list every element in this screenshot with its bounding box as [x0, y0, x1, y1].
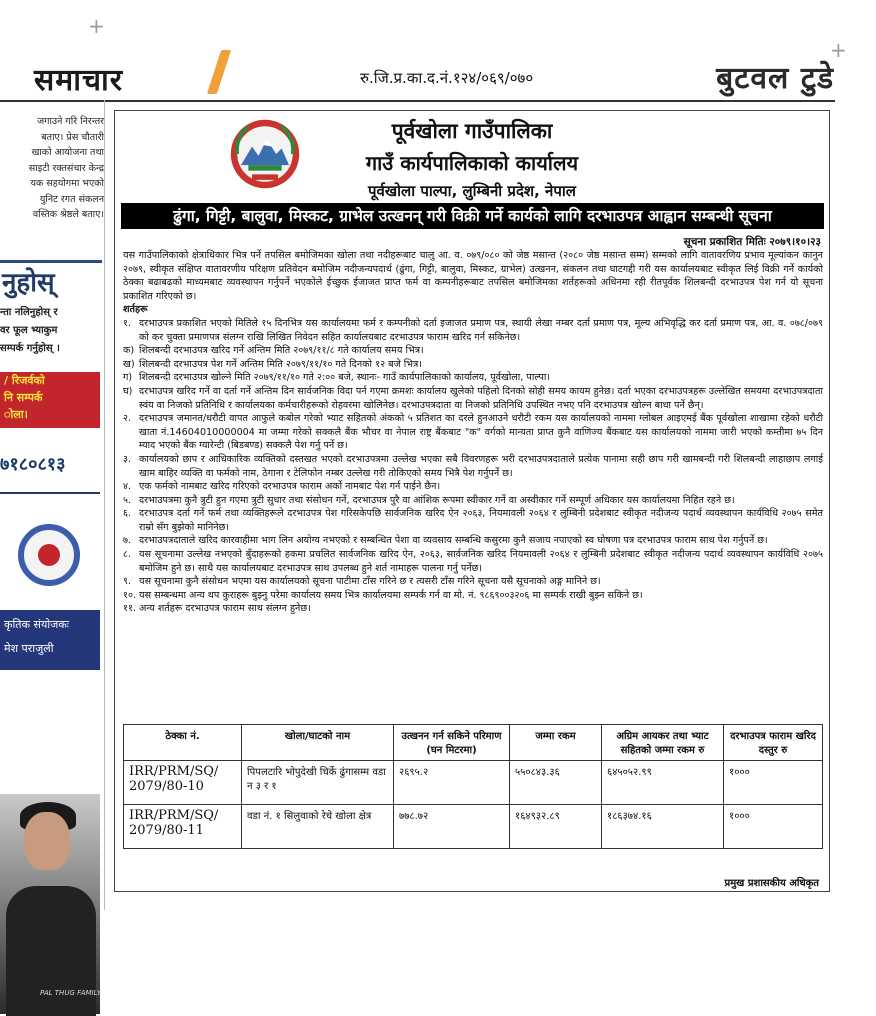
left-article-text — [0, 114, 104, 223]
term-number: ११. — [123, 603, 137, 615]
river-name: वडा नं. १ सिलुवाको रेचे खोला क्षेत्र — [242, 805, 394, 849]
article-line: युनिट रगत संकलन — [39, 193, 104, 205]
term-text: अन्य शर्तहरू दरभाउपत्र फाराम साथ संलग्न हुनेछ। — [139, 603, 311, 615]
column-header: दरभाउपत्र फाराम खरिद दस्तुर रु — [724, 725, 823, 761]
term-item — [123, 385, 823, 412]
ad-line: न्ता नलिनुहोस् र — [0, 307, 58, 318]
term-item — [123, 453, 823, 480]
ad-credit-line: कृतिक संयोजकः — [4, 618, 70, 631]
ad-highlight-box — [0, 372, 100, 428]
total-amount: ५५०८४३.३६ — [510, 761, 602, 805]
crop-mark: + — [88, 14, 105, 38]
quantity: ७७८.७२ — [394, 805, 510, 849]
publish-date: सूचना प्रकाशित मितिः २०७९।१०।२३ — [683, 236, 821, 248]
total-amount: १६४९३२.८९ — [510, 805, 602, 849]
term-text: दरभाउपत्रदाताले खरिद कारवाहीमा भाग लिन अयोग्य नभएको र सम्बन्धित पेशा वा व्यवसाय सम्बन्धि कसुरमा कुनै सजाय नपाएको स्व घोषणा पत्र दरभाउपत्र फाराम साथ पेश गर्नुपर्ने छ। — [139, 535, 768, 547]
term-number: घ) — [123, 385, 133, 397]
table-header-row — [124, 725, 823, 761]
section-title: समाचार — [34, 63, 124, 98]
ad-credit-line: मेश पराजुली — [4, 642, 54, 655]
term-number: ख) — [123, 358, 135, 370]
left-column — [0, 104, 104, 997]
term-text: शिलबन्दी दरभाउपत्र पेश गर्ने अन्तिम मिति २०७९/११/१० गते दिनको १२ बजे भित्र। — [139, 358, 422, 370]
article-line: वस्तिक श्रेष्ठले बताए। — [32, 209, 104, 220]
tender-table — [123, 724, 823, 849]
term-item — [123, 344, 823, 358]
term-item — [123, 317, 823, 344]
term-item — [123, 589, 823, 603]
form-fee: १००० — [724, 761, 823, 805]
table-row — [124, 761, 823, 805]
term-item — [123, 507, 823, 534]
term-text: यस सूचनामा कुनै संसोधन भएमा यस कार्यालयको सूचना पाटीमा टाँस गरिने छ र त्यसरी टाँस गरिने सूचना यसै सूचनाको अङ्ग मानिने छ। — [139, 576, 601, 588]
term-item — [123, 602, 823, 616]
ad-credit-box — [0, 610, 100, 670]
photo-tag: PAL THUG FAMILY — [40, 989, 102, 997]
column-header: उत्खनन गर्न सकिने परिमाण (घन मिटरमा) — [394, 725, 510, 761]
term-text: दरभाउपत्र दर्ता गर्ने फर्म तथा व्यक्तिहरूले दरभाउपत्र पेश गरिसकेपछि सार्वजनिक खरिद ऐन २०६३, नियमावली २०६४ र लुम्बिनी प्रदेशबाट स्वीकृत नदीजन्य पदार्थ व्यवस्थापन कार्यविधि २०७५ समेत राम्रो सँग बुझेको मानिनेछ। — [139, 508, 823, 533]
masthead-rule — [0, 100, 835, 102]
signatory-title: प्रमुख प्रशासकीय अधिकृत — [724, 878, 819, 889]
contract-number: IRR/PRM/SQ/ 2079/80-10 — [124, 761, 242, 805]
river-name: पिपलटारि भोपुदेखी चिर्के ढुंगासम्म वडा न ३ र १ — [242, 761, 394, 805]
ad-line: वर फूल भ्याकुम — [0, 325, 58, 336]
article-line: जगाउने गरि निरन्तर — [37, 116, 104, 127]
tender-notice — [114, 110, 830, 892]
masthead — [0, 0, 876, 108]
ad-phone: ७१८०८१३ — [0, 454, 66, 475]
form-fee: १००० — [724, 805, 823, 849]
ad-highlight-line: ोला। — [4, 408, 28, 421]
terms-heading: शर्तहरू — [123, 304, 148, 316]
article-line: यक सहयोगमा भएको — [30, 178, 104, 189]
term-number: १. — [123, 317, 132, 329]
contract-number: IRR/PRM/SQ/ 2079/80-11 — [124, 805, 242, 849]
term-number: २. — [123, 413, 132, 425]
column-header: ठेक्का नं. — [124, 725, 242, 761]
term-number: ८. — [123, 549, 132, 561]
term-item — [123, 494, 823, 508]
ad-banner-heading: नुहोस् — [0, 260, 102, 294]
term-number: १०. — [123, 589, 137, 601]
decorative-slash — [207, 50, 231, 94]
ad-highlight-line: / रिजर्वको — [4, 374, 45, 387]
table-row — [124, 805, 823, 849]
person-photo — [0, 794, 100, 1014]
term-item — [123, 575, 823, 589]
terms-list — [123, 317, 823, 616]
ad-rule — [0, 492, 100, 494]
ad-highlight-line: नि सम्पर्क — [4, 391, 43, 404]
term-number: ४. — [123, 481, 132, 493]
term-text: दरभाउपत्र जमानत/धरौटी वापत आफुले कबोल गरेको भ्याट सहितको अंकको ५ प्रतिशत का दरले हुनआउने धरौटी रकम यस कार्यालयको नाममा ग्लोबल आइएमई बैंक पूर्वखोला शाखामा रहेको धरौटी खाता नं.14604010000004 मा जम्मा गरेको सक्कलै बैंक भौचर वा नेपाल राष्ट्र बैंकबाट "क" वर्गको मान्यता प्राप्त कुनै वाणिज्य बैंकबाट यस कार्यालयको नाममा जारी भएको कम्तीमा ७५ दिन म्याद भएको बैंक ग्यारेन्टी (बिडबण्ड) सक्कलै पेश गर्नु पर्ने छ। — [139, 413, 823, 452]
article-line: खाको आयोजना तथा — [31, 147, 104, 158]
newspaper-name: बुटवल टुडे — [716, 61, 834, 96]
term-number: ग) — [123, 372, 133, 384]
crop-mark: + — [830, 38, 847, 62]
term-number: ६. — [123, 508, 132, 520]
column-header: खोला/घाटको नाम — [242, 725, 394, 761]
article-line: साइटी रक्तसंचार केन्द्र — [28, 162, 104, 174]
term-text: शिलबन्दी दरभाउपत्र खोल्ने मिति २०७९/११/१० गते २:०० बजे, स्थानः- गाउँ कार्यपालिकाको कार्यालय, पूर्वखोला, पाल्पा। — [139, 372, 551, 384]
term-item — [123, 412, 823, 453]
term-item — [123, 358, 823, 372]
photo-head — [24, 812, 70, 870]
notice-intro: यस गाउँपालिकाको क्षेत्राधिकार भित्र पर्ने तपसिल बमोजिमका खोला तथा नदीहरूबाट चालु आ. व. ०७९/०८० को जेष्ठ मसान्त (२०८० जेष्ठ मसान्त सम्म) सम्मको लागि वातावरणिय प्रभाव मूल्यांकन कानुन २०७९, स्वीकृत संक्षिप्त वातावरणीय परिक्षण प्रतिवेदन बमोजिम नदीजन्यपदार्थ (ढुंगा, गिट्टी, बालुवा, मिस्कट, ग्राभेल) उत्खनन, संकलन तथा घाटगद्दी गरी यस कार्यालयबाट स्वीकृत लिई विक्री गर्ने कार्यको ठेक्का बढाबढको माध्यमबाट व्यवस्थापन गर्नुपर्ने भएकोले ईच्छुक ईजाजत प्राप्त फर्म वा कम्पनीहरूबाट तपसिल बमोजिमका शर्तहरूको अधिनमा रही रीतपूर्वक शिलबन्दी दरभाउपत्र पेश गर्न यो सूचना प्रकाशित गरिएको छ। — [123, 250, 823, 302]
term-item — [123, 480, 823, 494]
office-address: पूर्वखोला पाल्पा, लुम्बिनी प्रदेश, नेपाल — [368, 182, 576, 200]
term-number: ९. — [123, 576, 132, 588]
column-header: जम्मा रकम — [510, 725, 602, 761]
notice-subject: ढुंगा, गिट्टी, बालुवा, मिस्कट, ग्राभेल उत्खनन् गरी विक्री गर्ने कार्यको लागि दरभाउपत्र आह्वान सम्बन्धी सूचना — [121, 203, 824, 229]
term-item — [123, 534, 823, 548]
term-item — [123, 548, 823, 575]
term-text: दरभाउपत्र प्रकाशित भएको मितिले १५ दिनभित्र यस कार्यालयमा फर्म र कम्पनीको दर्ता इजाजत प्रमाण पत्र, स्थायी लेखा नम्बर दर्ता प्रमाण पत्र, मूल्य अभिवृद्धि कर दर्ता प्रमाण पत्र, आ. व. ०७८/०७९ को कर चुक्ता प्रमाणपत्र संलग्न राखि लिखित निवेदन सहित कार्यालयबाट दरभाउपत्र फाराम खरिद गर्न सकिनेछ। — [139, 317, 823, 343]
ad-text — [0, 304, 104, 358]
quantity: २६९५.२ — [394, 761, 510, 805]
term-text: दरभाउपत्रमा कुनै त्रुटी हुन गएमा त्रुटी सुधार तथा संसोधन गर्ने, दरभाउपत्र पुरै वा आंशिक रूपमा स्वीकार गर्ने वा अस्वीकार गर्ने सम्पूर्ण अधिकार यस कार्यालयमा निहित रहने छ। — [139, 494, 735, 506]
notice-body — [123, 249, 823, 616]
amount-with-tax: ६४५०५२.९९ — [602, 761, 724, 805]
term-item — [123, 371, 823, 385]
organization-logo-icon — [18, 524, 80, 586]
column-divider — [104, 100, 105, 910]
term-text: एक फर्मको नामबाट खरिद गरिएको दरभाउपत्र फाराम अर्को नामबाट पेश गर्न पाईने छैन। — [139, 481, 441, 493]
term-text: शिलबन्दी दरभाउपत्र खरिद गर्ने अन्तिम मिति २०७९/११/८ गते कार्यालय समय भित्र। — [139, 345, 424, 357]
term-text: कार्यालयको छाप र आधिकारिक व्यक्तिको दस्तखत भएको दरभाउपत्रमा उल्लेख भएका सबै विवरणहरू भरी दरभाउपत्रदाताले प्रत्येक पानामा सही छाप गरी खामबन्दी गरी शिलबन्दी लाहाछाप लगाई खाम बाहिर व्यक्ति वा फर्मको नाम, ठेगाना र टेलिफोन नम्बर उल्लेख गरी तोकिएको समय भित्रै पेश गर्नुपर्ने छ। — [139, 453, 823, 479]
term-text: यस सम्बन्धमा अन्य थप कुराहरू बुझ्नु परेमा कार्यालय समय भित्र कार्यालयमा सम्पर्क गर्न वा मो. नं. ९८६९००३२०६ मा सम्पर्क राखी बुझ्न सकिने छ। — [139, 589, 643, 601]
office-department: गाउँ कार्यपालिकाको कार्यालय — [365, 151, 579, 175]
column-header: अग्रिम आयकर तथा भ्याट सहितको जम्मा रकम रु — [602, 725, 724, 761]
registration-number: रु.जि.प्र.का.द.नं.१२४/०६९/०७० — [360, 69, 534, 87]
amount-with-tax: १८६३७४.१६ — [602, 805, 724, 849]
term-number: ३. — [123, 453, 132, 465]
term-number: ५. — [123, 494, 132, 506]
term-number: क) — [123, 345, 135, 357]
ad-line: सम्पर्क गर्नुहोस् । — [0, 343, 60, 354]
office-name: पूर्वखोला गाउँपालिका — [391, 119, 553, 143]
term-number: ७. — [123, 535, 132, 547]
term-text: दरभाउपत्र खरिद गर्ने वा दर्ता गर्ने अन्तिम दिन सार्वजनिक विदा पर्न गएमा क्रमशः कार्यालय खुलेको पहिलो दिनको सोही समय कायम हुनेछ। दर्ता भएका दरभाउपत्रहरू उल्लेखित समयमा दरभाउपत्रदाता स्वंय वा निजको प्रतिनिधि र कार्यालयका कर्मचारीहरूको रोहवरमा खोलिनेछ। दरभाउपत्रदाता वा निजको प्रतिनिधि उपस्थित नभए पनि दरभाउपत्र खोल्न बाधा पर्ने छैन्। — [139, 385, 823, 411]
article-line: बताए। प्रेस चौतारी — [41, 131, 104, 143]
term-text: यस सूचनामा उल्लेख नभएको बुँदाहरूको हकमा प्रचलित सार्वजनिक खरिद ऐन, २०६३, सार्वजनिक खरिद नियमावली २०६४ र लुम्बिनी प्रदेशबाट स्वीकृत नदीजन्य पदार्थ व्यवस्थापन कार्यविधि २०७५ बमोजिम हुने छ। साथै यस कार्यालयबाट दरभाउपत्र साथ उपलब्ध हुने शर्त नामाहरू पालना गर्नु पर्नेछ। — [139, 549, 823, 574]
